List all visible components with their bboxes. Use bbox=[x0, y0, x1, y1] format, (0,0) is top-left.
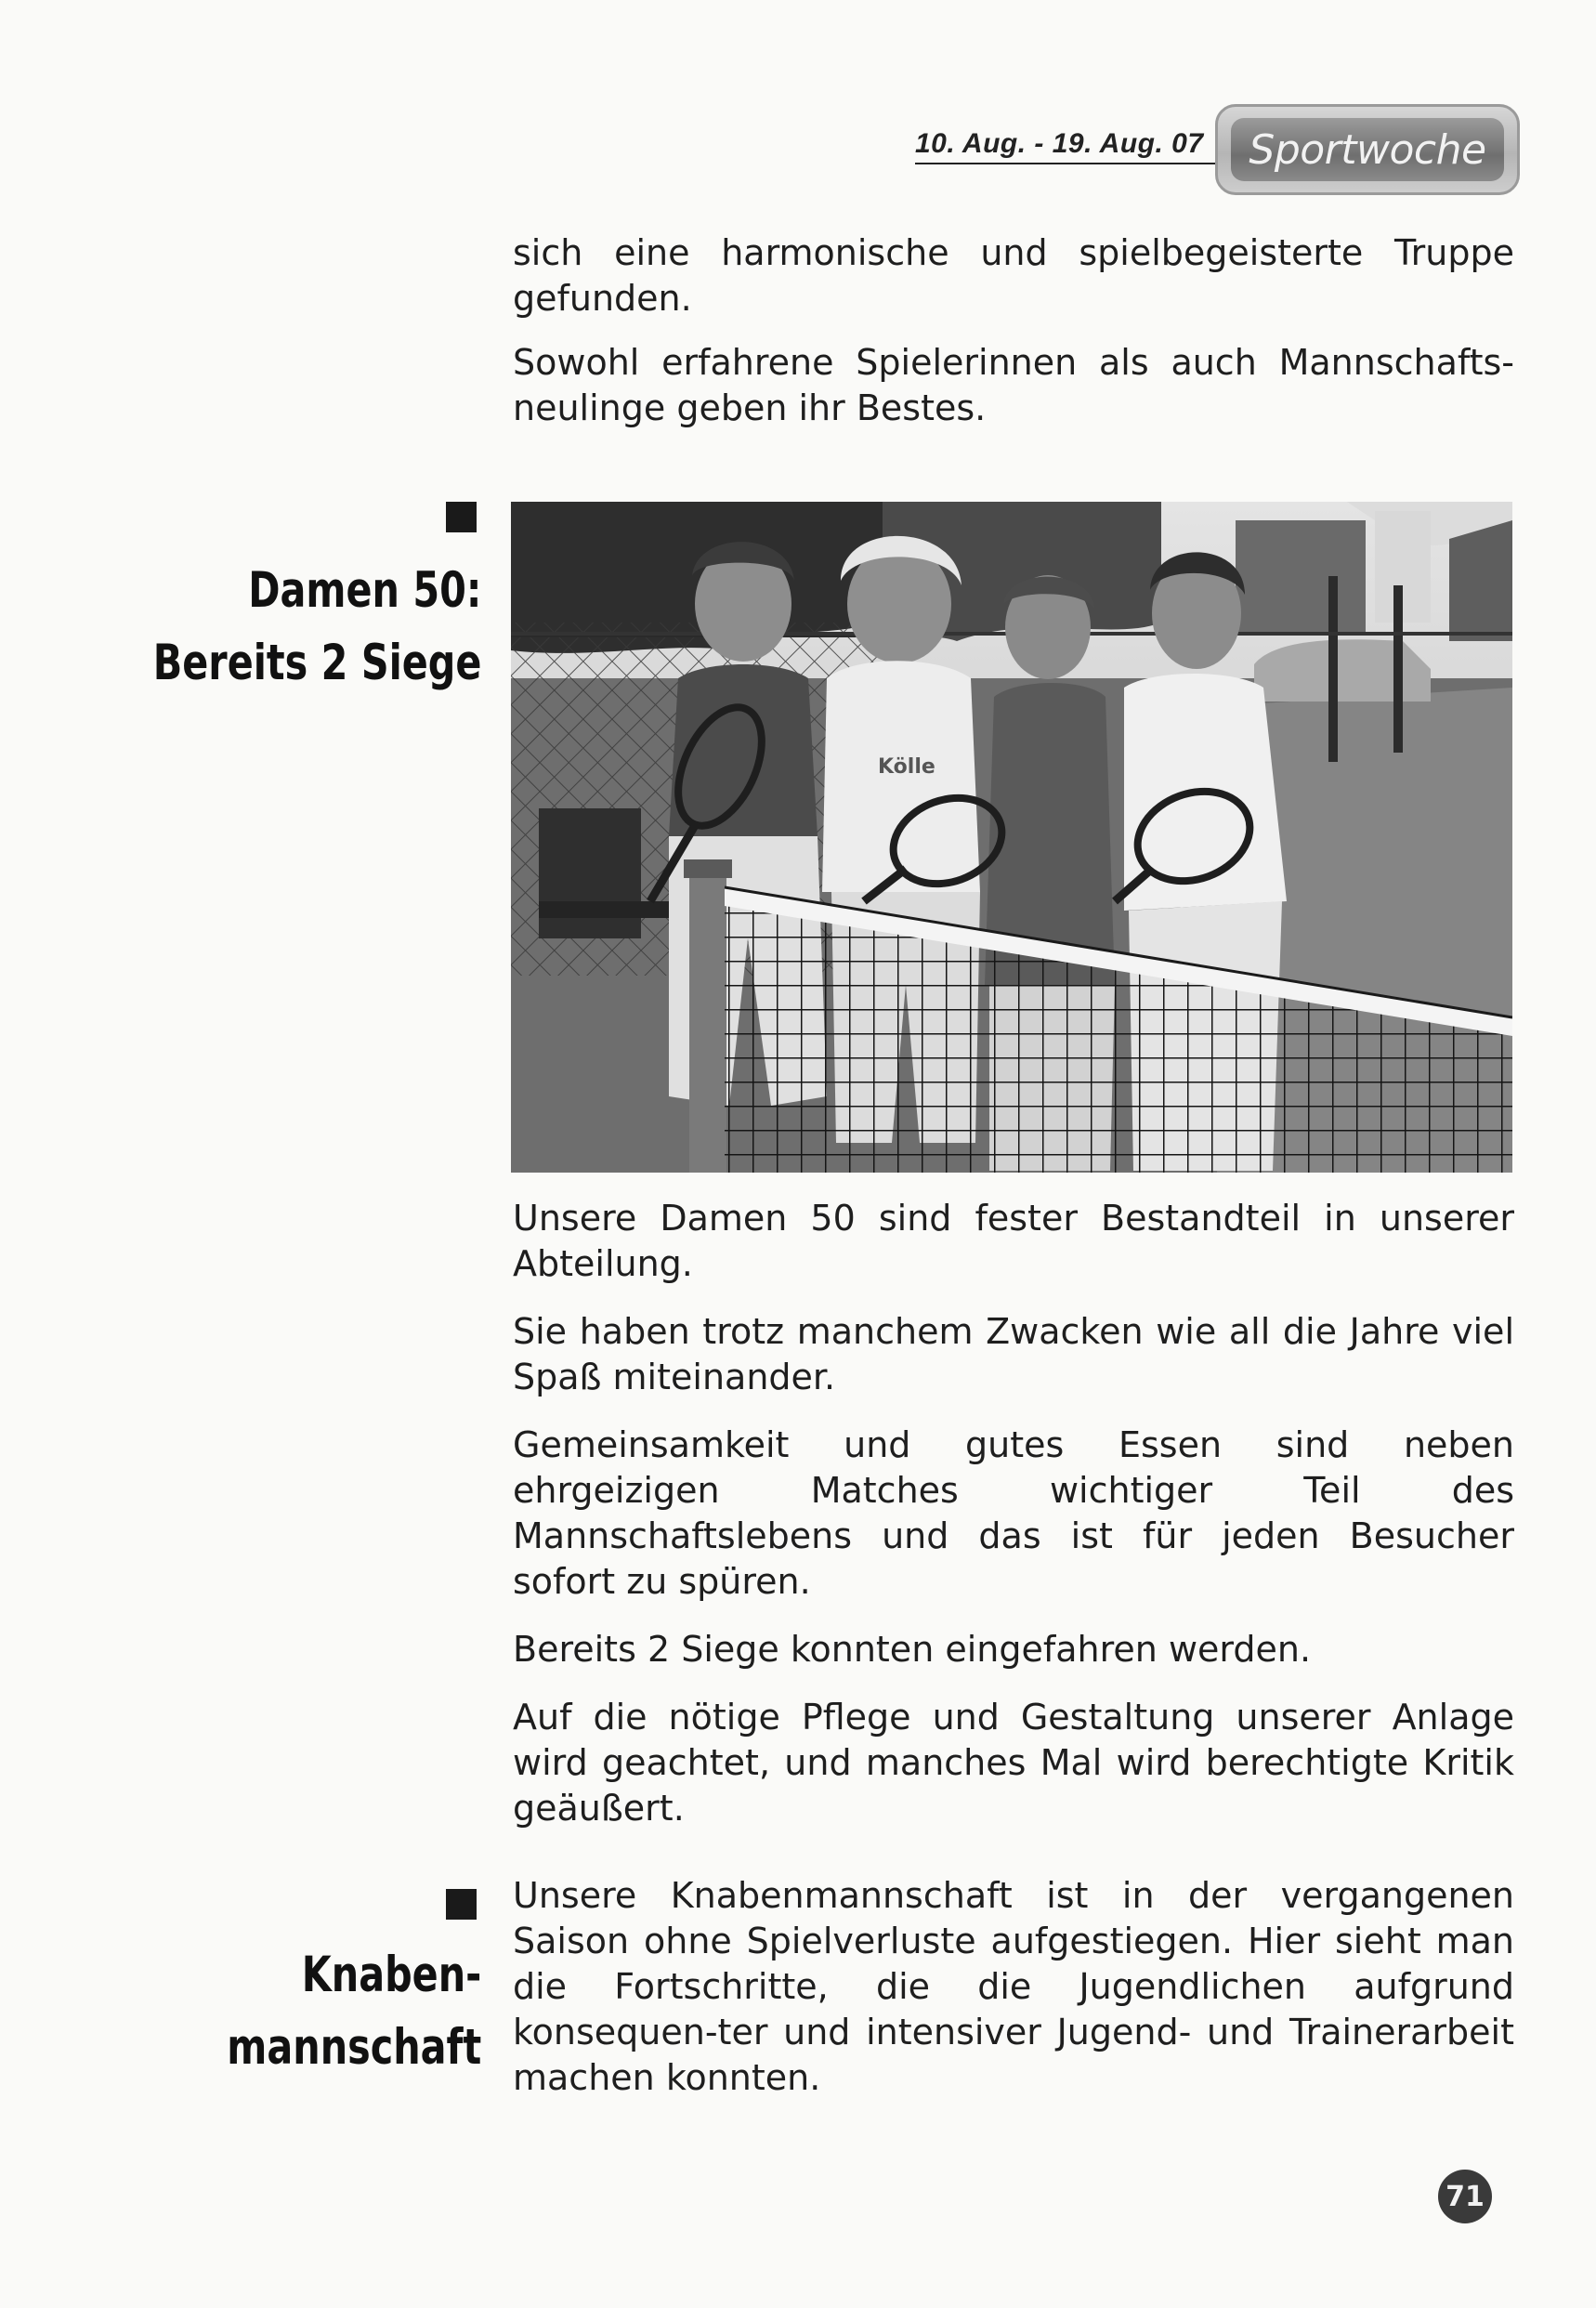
section-heading-damen-50 bbox=[152, 555, 481, 700]
intro-paragraph-2: Sowohl erfahrene Spielerinnen als auch Mannschafts-neulinge geben ihr Bestes. bbox=[513, 342, 1514, 428]
section-heading-knabenmannschaft bbox=[227, 1939, 481, 2084]
sportwoche-badge bbox=[1215, 104, 1520, 195]
section1-paragraph-3: Gemeinsamkeit und gutes Essen sind neben ehrgeizigen Matches wichtiger Teil des Mannschaftslebens und das ist für jeden Besucher sofort zu spüren. bbox=[513, 1424, 1514, 1602]
shirt-text: Kölle bbox=[878, 755, 935, 779]
page-number-badge: 71 bbox=[1438, 2170, 1492, 2223]
section1-text bbox=[513, 1196, 1514, 1831]
badge-label: Sportwoche bbox=[1249, 125, 1486, 174]
team-photo-damen-50 bbox=[511, 502, 1512, 1173]
header-rule bbox=[915, 163, 1222, 164]
section1-paragraph-2: Sie haben trotz manchem Zwacken wie all die Jahre viel Spaß miteinander. bbox=[513, 1311, 1514, 1397]
section-heading-line-1: Damen 50: bbox=[247, 562, 481, 619]
section-marker-square bbox=[446, 502, 477, 532]
section-marker-square bbox=[446, 1889, 477, 1920]
section-heading-line-1: Knaben- bbox=[301, 1947, 481, 2003]
section-heading-line-2: Bereits 2 Siege bbox=[152, 635, 481, 691]
section2-text bbox=[513, 1873, 1514, 2101]
section1-paragraph-4: Bereits 2 Siege konnten eingefahren werden. bbox=[513, 1629, 1312, 1670]
section2-paragraph: Unsere Knabenmannschaft ist in der vergangenen Saison ohne Spielverluste aufgestiegen. Hier sieht man die Fortschritte, die die Jugendlichen aufgrund konsequen-ter und intensiver Jugend- und Trainerarbeit machen konnten. bbox=[513, 1875, 1514, 2098]
section-heading-line-2: mannschaft bbox=[226, 2019, 481, 2076]
section1-paragraph-1: Unsere Damen 50 sind fester Bestandteil in unserer Abteilung. bbox=[513, 1198, 1514, 1284]
intro-text bbox=[513, 230, 1514, 431]
badge-inner bbox=[1231, 118, 1504, 181]
section1-paragraph-5: Auf die nötige Pflege und Gestaltung unserer Anlage wird geachtet, und manches Mal wird berechtigte Kritik geäußert. bbox=[513, 1697, 1514, 1829]
header-date-range: 10. Aug. - 19. Aug. 07 bbox=[915, 128, 1204, 159]
intro-paragraph-1: sich eine harmonische und spielbegeisterte Truppe gefunden. bbox=[513, 232, 1514, 319]
